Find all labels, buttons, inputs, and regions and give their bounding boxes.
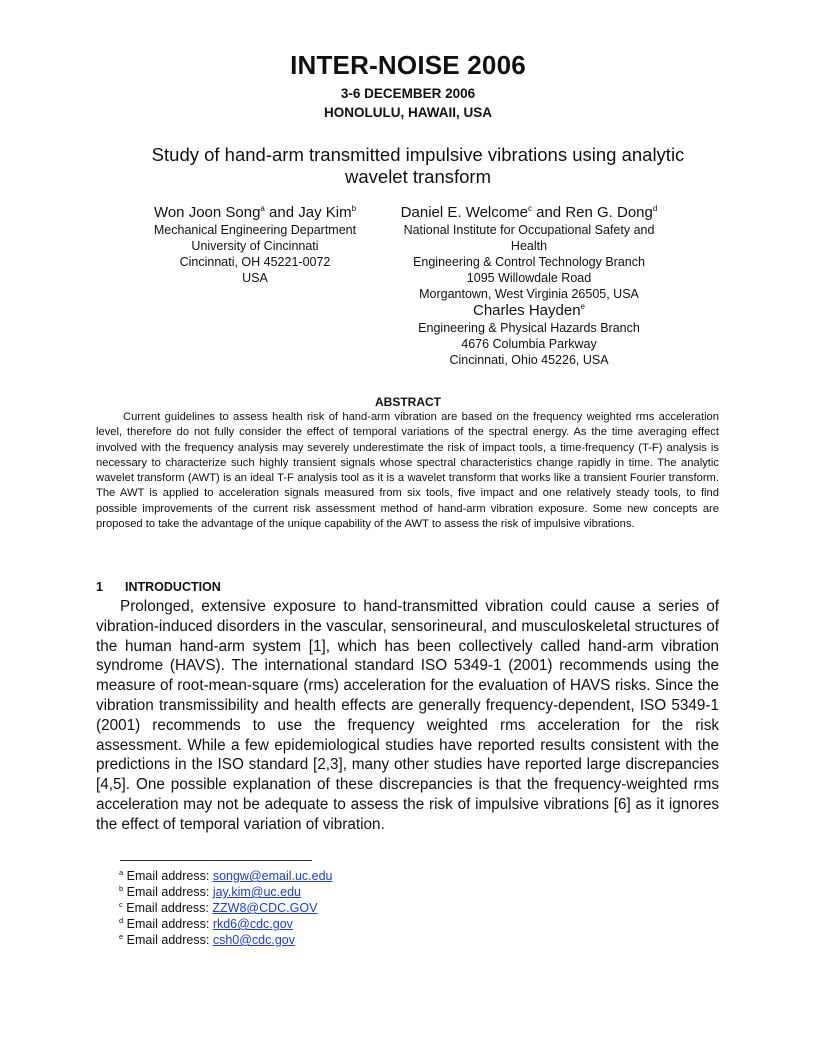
footnote-item: $^e$ Email address: csh0@cdc.gov bbox=[119, 931, 295, 947]
affiliation-address: 1095 Willowdale Road bbox=[466, 271, 592, 285]
author-names-right: Daniel E. Welcome$^c$ and Ren G. Dong$^d$ bbox=[400, 204, 658, 221]
author-name-third: Charles Hayden$^e$ bbox=[472, 302, 585, 319]
affiliation-city: Cincinnati, OH 45221-0072 bbox=[179, 255, 331, 269]
author-block-left bbox=[130, 204, 380, 286]
author-names-left: Won Joon Song$^a$ and Jay Kim$^b$ bbox=[153, 204, 357, 221]
section-number: 1 bbox=[96, 580, 103, 594]
conference-dates: 3-6 DECEMBER 2006 bbox=[340, 86, 476, 101]
footnote-item: $^b$ Email address: jay.kim@uc.edu bbox=[119, 883, 301, 899]
author-block-right bbox=[398, 204, 660, 368]
footnote-divider bbox=[120, 860, 312, 861]
introduction-body bbox=[96, 597, 719, 835]
section-title: INTRODUCTION bbox=[125, 580, 221, 594]
section-heading-introduction bbox=[96, 580, 221, 594]
affiliation-city-2: Cincinnati, Ohio 45226, USA bbox=[449, 353, 609, 367]
email-link[interactable]: csh0@cdc.gov bbox=[212, 933, 295, 947]
abstract-body bbox=[96, 410, 719, 532]
affiliation-branch-2: Engineering & Physical Hazards Branch bbox=[418, 321, 640, 335]
footnote-item: $^c$ Email address: ZZW8@CDC.GOV bbox=[119, 899, 318, 915]
affiliation-department: Mechanical Engineering Department bbox=[153, 223, 357, 237]
affiliation-city: Morgantown, West Virginia 26505, USA bbox=[419, 287, 639, 301]
introduction-paragraph: Prolonged, extensive exposure to hand-transmitted vibration could cause a series of vibration-induced disorders in the vascular, sensorineural, and musculoskeletal structures of the human hand-arm system [1], which has been collectively called hand-arm vibration syndrome (HAVS). The international standard ISO 5349-1 (2001) recommends using the measure of root-mean-square (rms) acceleration for the evaluation of HAVS risks. Since the vibration transmissibility and health effects are generally frequency-dependent, ISO 5349-1 (2001) recommends to use the frequency weighted rms acceleration for the risk assessment. While a few epidemiological studies have reported results consistent with the predictions in the ISO standard [2,3], many other studies have reported large discrepancies [4,5]. One possible explanation of these discrepancies is that the frequency-weighted rms acceleration may not be adequate to assess the risk of impulsive vibrations [6] as it ignores the effect of temporal variation of vibration. bbox=[96, 598, 719, 833]
affiliation-institute: National Institute for Occupational Safety and Health bbox=[403, 223, 655, 253]
affiliation-branch: Engineering & Control Technology Branch bbox=[413, 255, 645, 269]
email-link[interactable]: jay.kim@uc.edu bbox=[212, 885, 301, 899]
affiliation-address-2: 4676 Columbia Parkway bbox=[461, 337, 597, 351]
affiliation-university: University of Cincinnati bbox=[191, 239, 319, 253]
conference-location: HONOLULU, HAWAII, USA bbox=[324, 105, 492, 120]
abstract-paragraph: Current guidelines to assess health risk of hand-arm vibration are based on the frequency weighted rms acceleration level, therefore do not fully consider the effect of temporal variations of the spectral energy. As the time averaging effect involved with the frequency analysis may severely underestimate the risk of impact tools, a time-frequency (T-F) analysis is necessary to characterize such highly transient signals whose spectral characteristics change rapidly in time. The analytic wavelet transform (AWT) is an ideal T-F analysis tool as it is a wavelet transform that works like a transient Fourier transform. The AWT is applied to acceleration signals measured from six tools, five impact and one relatively steady tools, to find possible improvements of the current risk assessment method of hand-arm vibration exposure. Some new concepts are proposed to take the advantage of the unique capability of the AWT to assess the risk of impulsive vibrations. bbox=[96, 411, 719, 531]
conference-title: INTER-NOISE 2006 bbox=[290, 50, 526, 80]
footnote-item: $^d$ Email address: rkd6@cdc.gov bbox=[119, 915, 293, 931]
email-link[interactable]: ZZW8@CDC.GOV bbox=[212, 901, 318, 915]
paper-title: Study of hand-arm transmitted impulsive vibrations using analytic wavelet transform bbox=[151, 144, 685, 187]
affiliation-country: USA bbox=[242, 271, 268, 285]
email-link[interactable]: rkd6@cdc.gov bbox=[212, 917, 293, 931]
abstract-heading: ABSTRACT bbox=[375, 395, 441, 409]
footnotes bbox=[119, 868, 333, 948]
footnote-item: $^a$ Email address: songw@email.uc.edu bbox=[119, 867, 333, 883]
email-link[interactable]: songw@email.uc.edu bbox=[212, 869, 333, 883]
